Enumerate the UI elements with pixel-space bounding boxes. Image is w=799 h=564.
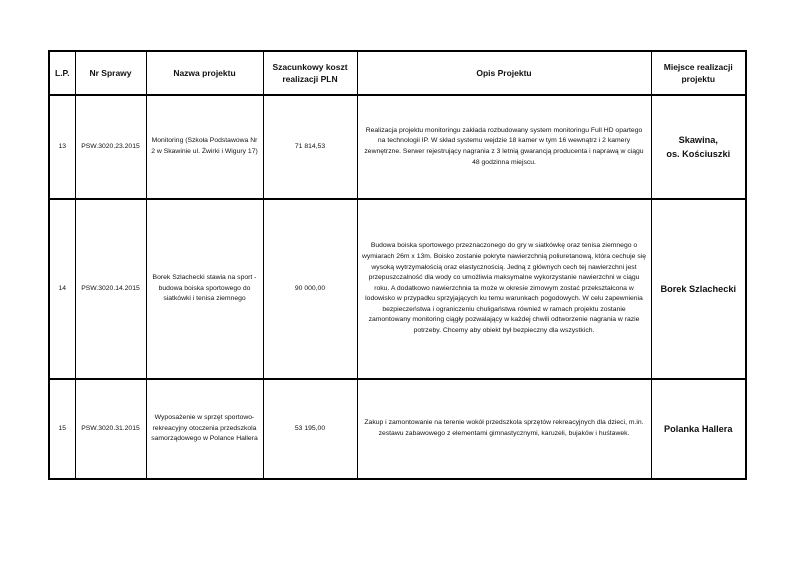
header-location: Miejsce realizacji projektu [651, 51, 746, 95]
cell-cost: 53 195,00 [263, 379, 357, 479]
projects-table [48, 50, 747, 480]
location-line: Borek Szlachecki [660, 284, 737, 294]
cell-location [651, 95, 746, 199]
cell-project-name: Wyposażenie w sprzęt sportowo-rekreacyjny otoczenia przedszkola samorządowego w Polance Hallera [146, 379, 263, 479]
header-description: Opis Projektu [357, 51, 651, 95]
cell-lp: 15 [49, 379, 75, 479]
table-row [49, 199, 746, 379]
cell-cost: 71 814,53 [263, 95, 357, 199]
cell-location [651, 199, 746, 379]
cell-description: Budowa boiska sportowego przeznaczonego do gry w siatkówkę oraz tenisa ziemnego o wymiarach 26m x 13m. Boisko zostanie pokryte nawierzchnią poliuretanową, która cechuje się wysoką wytrzymałością oraz elastycznością. Jedną z głównych cech tej nawierzchni jest przepuszczalność dla wody co umożliwia maksymalne wykorzystanie nawierzchni w ciągu roku. A dodatkowo nawierzchnia ta może w okresie zimowym zostać przekształcona w lodowisko w przypadku sprzyjających ku temu warunkach pogodowych. W celu zapewnienia bezpieczeństwa i ograniczeniu chuligaństwa również w ramach projektu zostanie zamontowany monitoring ciągły pozwalający w każdej chwili odtworzenie nagrania w razie potrzeby. Chcemy aby obiekt był bezpieczny dla wszystkich. [357, 199, 651, 379]
header-project-name: Nazwa projektu [146, 51, 263, 95]
location-line: Skawina, [678, 135, 718, 145]
cell-description: Realizacja projektu monitoringu zakłada rozbudowany system monitoringu Full HD opartego na technologii IP. W skład systemu wejdzie 18 kamer w tym 16 wewnątrz i 2 kamery zewnętrzne. Serwer rejestrujący nagrania z 3 letnią gwarancją producenta i naprawą w ciągu 48 godzinna miejscu. [357, 95, 651, 199]
cell-case-no: PSW.3020.31.2015 [75, 379, 146, 479]
table-header-row [49, 51, 746, 95]
table-row [49, 379, 746, 479]
cell-cost: 90 000,00 [263, 199, 357, 379]
cell-lp: 14 [49, 199, 75, 379]
cell-case-no: PSW.3020.23.2015 [75, 95, 146, 199]
cell-location [651, 379, 746, 479]
header-cost: Szacunkowy koszt realizacji PLN [263, 51, 357, 95]
header-lp: L.P. [49, 51, 75, 95]
table-row [49, 95, 746, 199]
cell-project-name: Monitoring (Szkoła Podstawowa Nr 2 w Skawinie ul. Żwirki i Wigury 17) [146, 95, 263, 199]
cell-description: Zakup i zamontowanie na terenie wokół przedszkola sprzętów rekreacyjnych dla dzieci, m.in. zestawu zabawowego z elementami gimnastycznymi, karuzeli, bujaków i huśtawek. [357, 379, 651, 479]
cell-project-name: Borek Szlachecki stawia na sport - budowa boiska sportowego do siatkówki i tenisa ziemnego [146, 199, 263, 379]
cell-lp: 13 [49, 95, 75, 199]
location-line: os. Kościuszki [666, 149, 731, 159]
location-line: Polanka Hallera [664, 424, 733, 434]
header-case-no: Nr Sprawy [75, 51, 146, 95]
cell-case-no: PSW.3020.14.2015 [75, 199, 146, 379]
